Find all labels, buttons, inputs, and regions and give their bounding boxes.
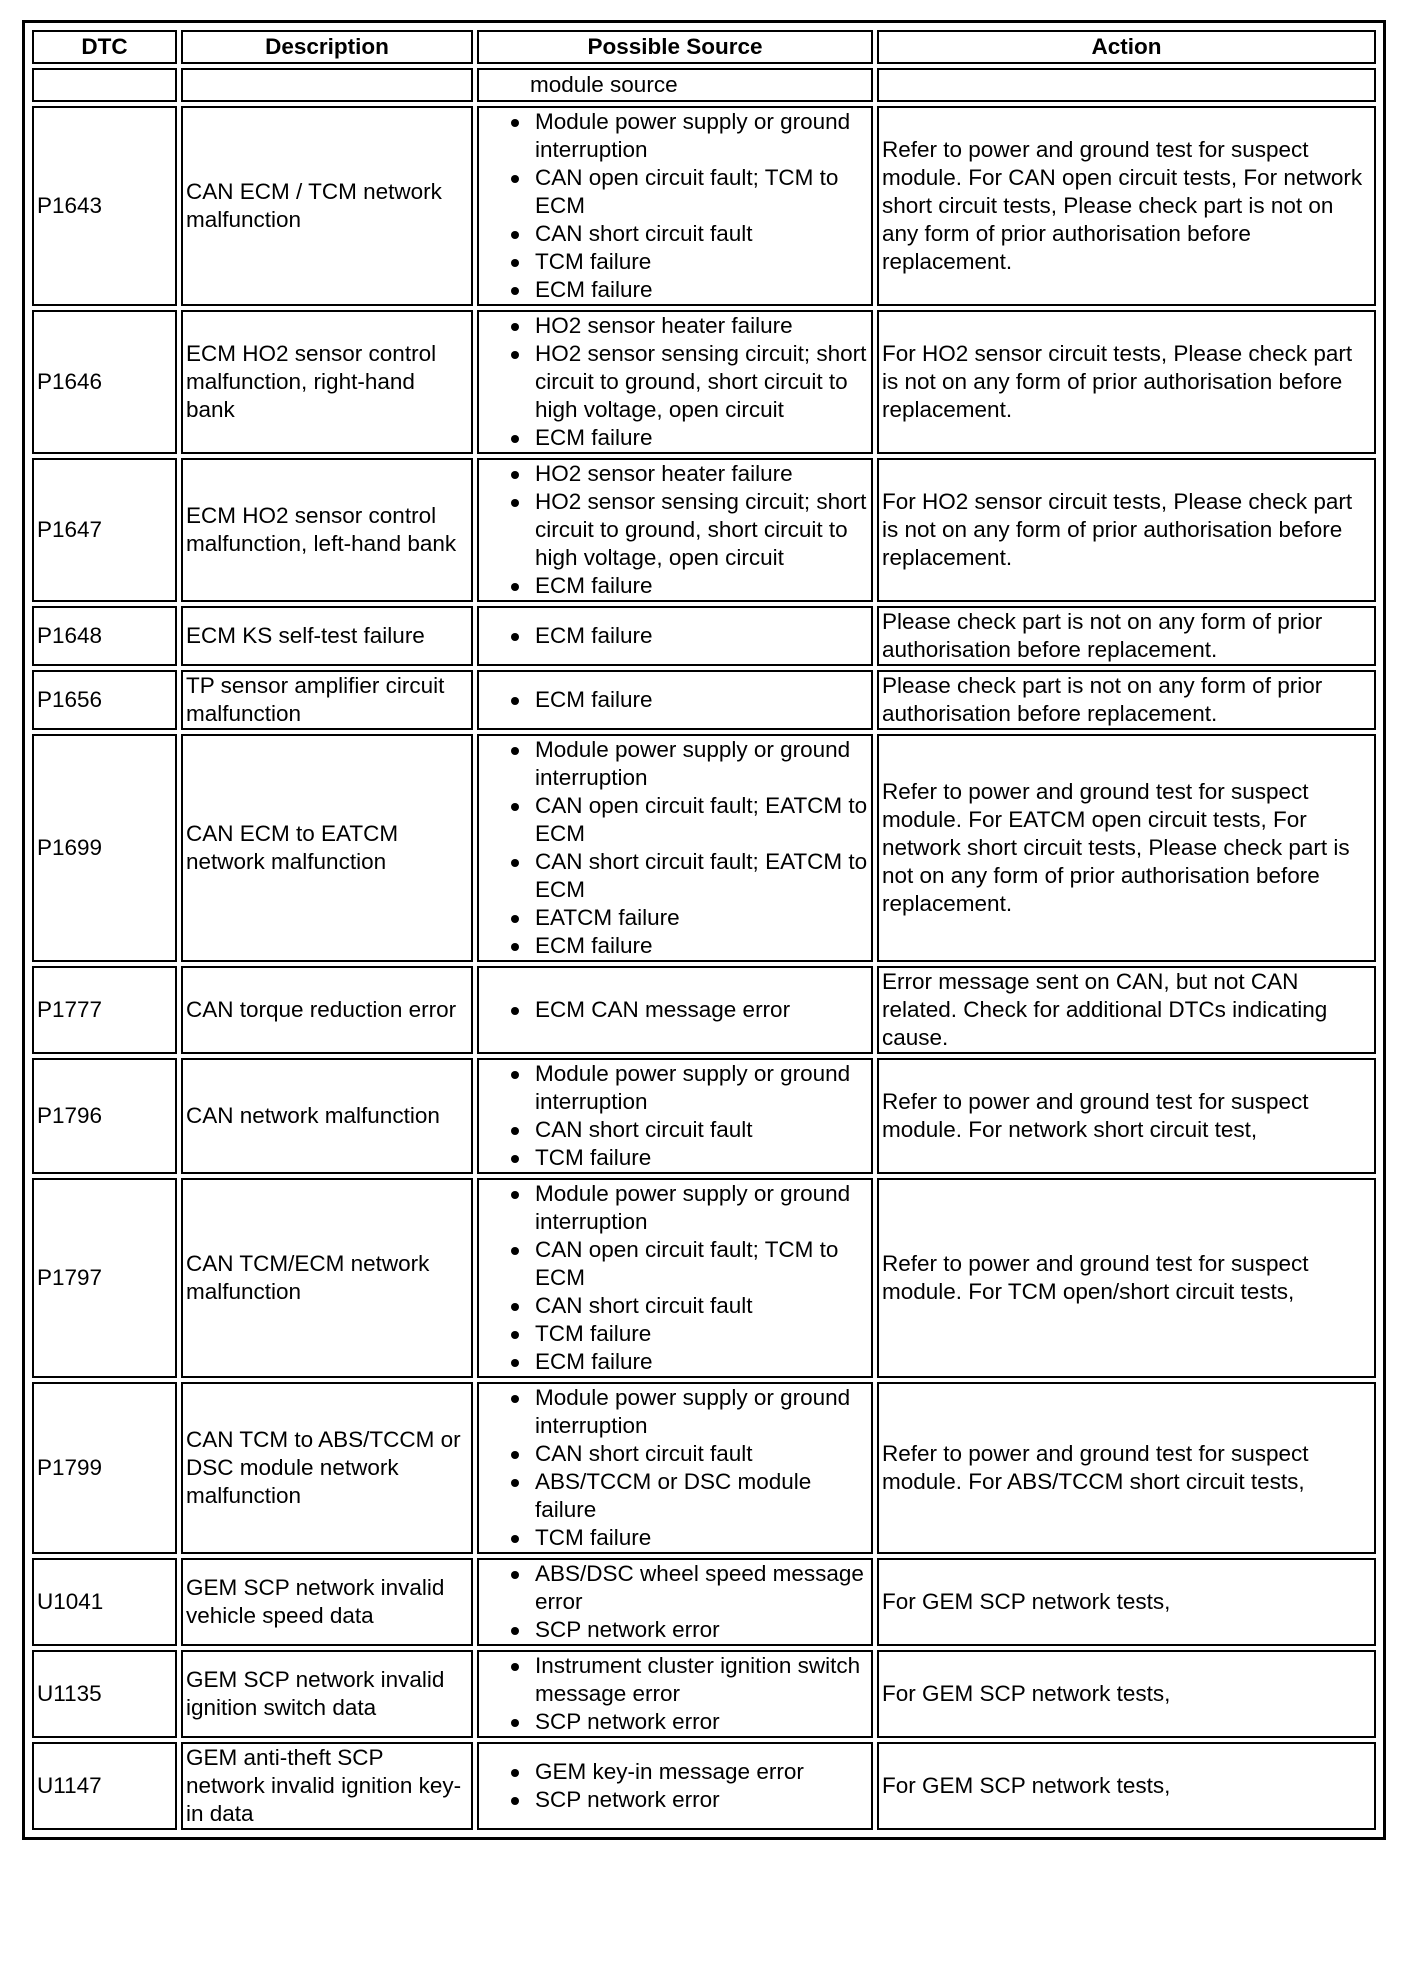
dtc-rows [32, 106, 1376, 1830]
header-row [32, 30, 1376, 64]
source-item: CAN short circuit fault; EATCM to ECM [535, 849, 868, 902]
possible-source-cell [477, 1742, 873, 1830]
source-item: TCM failure [535, 248, 868, 276]
source-item: ECM CAN message error [535, 996, 868, 1024]
source-list [499, 686, 868, 714]
dtc-code: U1135 [32, 1650, 177, 1738]
action-text: For GEM SCP network tests, [877, 1742, 1376, 1830]
dtc-code: P1647 [32, 458, 177, 602]
source-item: CAN open circuit fault; TCM to ECM [535, 1236, 868, 1292]
dtc-description: ECM HO2 sensor control malfunction, right-hand bank [181, 310, 473, 454]
possible-source-cell [477, 458, 873, 602]
dtc-description: CAN TCM to ABS/TCCM or DSC module network malfunction [181, 1382, 473, 1554]
header-action: Action [877, 30, 1376, 64]
source-item: ECM failure [535, 276, 868, 304]
dtc-description: CAN network malfunction [181, 1058, 473, 1174]
source-item: ECM failure [535, 1348, 868, 1376]
action-cell [877, 68, 1376, 102]
source-list [499, 460, 868, 600]
table-row [32, 1558, 1376, 1646]
possible-source-cell [477, 310, 873, 454]
source-item: CAN short circuit fault [535, 1292, 868, 1320]
source-item: ABS/DSC wheel speed message error [535, 1560, 868, 1616]
source-item: GEM key-in message error [535, 1758, 868, 1786]
source-item: TCM failure [535, 1524, 868, 1552]
source-list [499, 1060, 868, 1172]
table-row [32, 670, 1376, 730]
header-description: Description [181, 30, 473, 64]
action-text: Please check part is not on any form of prior authorisation before replacement. [877, 606, 1376, 666]
dtc-code: P1699 [32, 734, 177, 962]
table-row [32, 1650, 1376, 1738]
source-list [499, 1652, 868, 1736]
dtc-description: CAN torque reduction error [181, 966, 473, 1054]
action-text: Error message sent on CAN, but not CAN related. Check for additional DTCs indicating cause. [877, 966, 1376, 1054]
source-item: CAN short circuit fault [535, 220, 868, 248]
source-list [499, 1758, 868, 1814]
source-item: CAN open circuit fault; EATCM to ECM [535, 793, 868, 846]
dtc-code: P1643 [32, 106, 177, 306]
source-item: CAN open circuit fault; TCM to ECM [535, 164, 868, 220]
source-list [499, 622, 868, 650]
dtc-code: P1799 [32, 1382, 177, 1554]
dtc-code: P1648 [32, 606, 177, 666]
possible-source-cell [477, 106, 873, 306]
source-item: ECM failure [535, 686, 868, 714]
table-row [32, 310, 1376, 454]
header-possible-source: Possible Source [477, 30, 873, 64]
dtc-cell [32, 68, 177, 102]
action-text: Refer to power and ground test for suspect module. For CAN open circuit tests, For network short circuit tests, Please check part is not on any form of prior authorisation before replacement. [877, 106, 1376, 306]
possible-source-cell [477, 734, 873, 962]
source-item: Instrument cluster ignition switch message error [535, 1652, 868, 1708]
possible-source-cell [477, 670, 873, 730]
possible-source-cell [477, 606, 873, 666]
source-item: SCP network error [535, 1786, 868, 1814]
source-item: CAN short circuit fault [535, 1440, 868, 1468]
action-text: Refer to power and ground test for suspect module. For TCM open/short circuit tests, [877, 1178, 1376, 1378]
source-list [499, 312, 868, 452]
table-row [32, 734, 1376, 962]
source-item: ECM failure [535, 424, 868, 452]
source-item: CAN short circuit fault [535, 1116, 868, 1144]
possible-source-cell [477, 1382, 873, 1554]
table-row [32, 1058, 1376, 1174]
possible-source-cell [477, 1178, 873, 1378]
dtc-code: P1777 [32, 966, 177, 1054]
action-text: Refer to power and ground test for suspect module. For EATCM open circuit tests, For network short circuit tests, Please check part is not on any form of prior authorisation before replacement. [877, 734, 1376, 962]
dtc-description: ECM HO2 sensor control malfunction, left-hand bank [181, 458, 473, 602]
source-item: Module power supply or ground interruption [535, 1060, 868, 1116]
action-text: For GEM SCP network tests, [877, 1558, 1376, 1646]
source-item: HO2 sensor heater failure [535, 312, 868, 340]
table-row [32, 106, 1376, 306]
action-text: Refer to power and ground test for suspect module. For ABS/TCCM short circuit tests, [877, 1382, 1376, 1554]
source-cell [477, 68, 873, 102]
possible-source-cell [477, 1650, 873, 1738]
source-item: Module power supply or ground interruption [535, 1384, 868, 1440]
dtc-description: ECM KS self-test failure [181, 606, 473, 666]
table-row [32, 1742, 1376, 1830]
possible-source-cell [477, 1058, 873, 1174]
possible-source-cell [477, 1558, 873, 1646]
table-row [32, 1178, 1376, 1378]
source-item: Module power supply or ground interruption [535, 108, 868, 164]
source-item: ECM failure [535, 572, 868, 600]
dtc-code: P1656 [32, 670, 177, 730]
action-text: For GEM SCP network tests, [877, 1650, 1376, 1738]
dtc-description: GEM SCP network invalid vehicle speed data [181, 1558, 473, 1646]
dtc-description: GEM SCP network invalid ignition switch data [181, 1650, 473, 1738]
source-list [499, 1384, 868, 1552]
source-item: SCP network error [535, 1708, 868, 1736]
dtc-code: P1797 [32, 1178, 177, 1378]
source-item: TCM failure [535, 1320, 868, 1348]
source-list [499, 996, 868, 1024]
continuation-row [32, 68, 1376, 102]
source-list [499, 108, 868, 304]
source-item: HO2 sensor heater failure [535, 460, 868, 488]
dtc-code: P1796 [32, 1058, 177, 1174]
source-item: ECM failure [535, 932, 868, 960]
action-text: Refer to power and ground test for suspect module. For network short circuit test, [877, 1058, 1376, 1174]
table-row [32, 606, 1376, 666]
source-item: TCM failure [535, 1144, 868, 1172]
dtc-description: GEM anti-theft SCP network invalid ignition key-in data [181, 1742, 473, 1830]
action-text: Please check part is not on any form of prior authorisation before replacement. [877, 670, 1376, 730]
dtc-table-frame [22, 20, 1386, 1840]
dtc-description: CAN TCM/ECM network malfunction [181, 1178, 473, 1378]
action-text: For HO2 sensor circuit tests, Please check part is not on any form of prior authorisation before replacement. [877, 310, 1376, 454]
table-row [32, 966, 1376, 1054]
dtc-table [28, 26, 1380, 1834]
header-dtc: DTC [32, 30, 177, 64]
source-list [499, 1180, 868, 1376]
table-row [32, 1382, 1376, 1554]
dtc-description: CAN ECM / TCM network malfunction [181, 106, 473, 306]
table-row [32, 458, 1376, 602]
dtc-code: U1041 [32, 1558, 177, 1646]
source-text: module source [530, 72, 678, 97]
possible-source-cell [477, 966, 873, 1054]
dtc-code: U1147 [32, 1742, 177, 1830]
source-item: ECM failure [535, 622, 868, 650]
source-list [499, 736, 868, 960]
dtc-description: CAN ECM to EATCM network malfunction [181, 734, 473, 962]
dtc-code: P1646 [32, 310, 177, 454]
dtc-description: TP sensor amplifier circuit malfunction [181, 670, 473, 730]
description-cell [181, 68, 473, 102]
source-item: HO2 sensor sensing circuit; short circuit to ground, short circuit to high voltage, open circuit [535, 341, 867, 422]
source-list [499, 1560, 868, 1644]
action-text: For HO2 sensor circuit tests, Please check part is not on any form of prior authorisation before replacement. [877, 458, 1376, 602]
source-item: Module power supply or ground interruption [535, 1180, 868, 1236]
source-item: Module power supply or ground interruption [535, 736, 868, 792]
source-item: SCP network error [535, 1616, 868, 1644]
source-item: ABS/TCCM or DSC module failure [535, 1468, 868, 1524]
source-item: EATCM failure [535, 904, 868, 932]
source-item: HO2 sensor sensing circuit; short circuit to ground, short circuit to high voltage, open circuit [535, 489, 867, 570]
